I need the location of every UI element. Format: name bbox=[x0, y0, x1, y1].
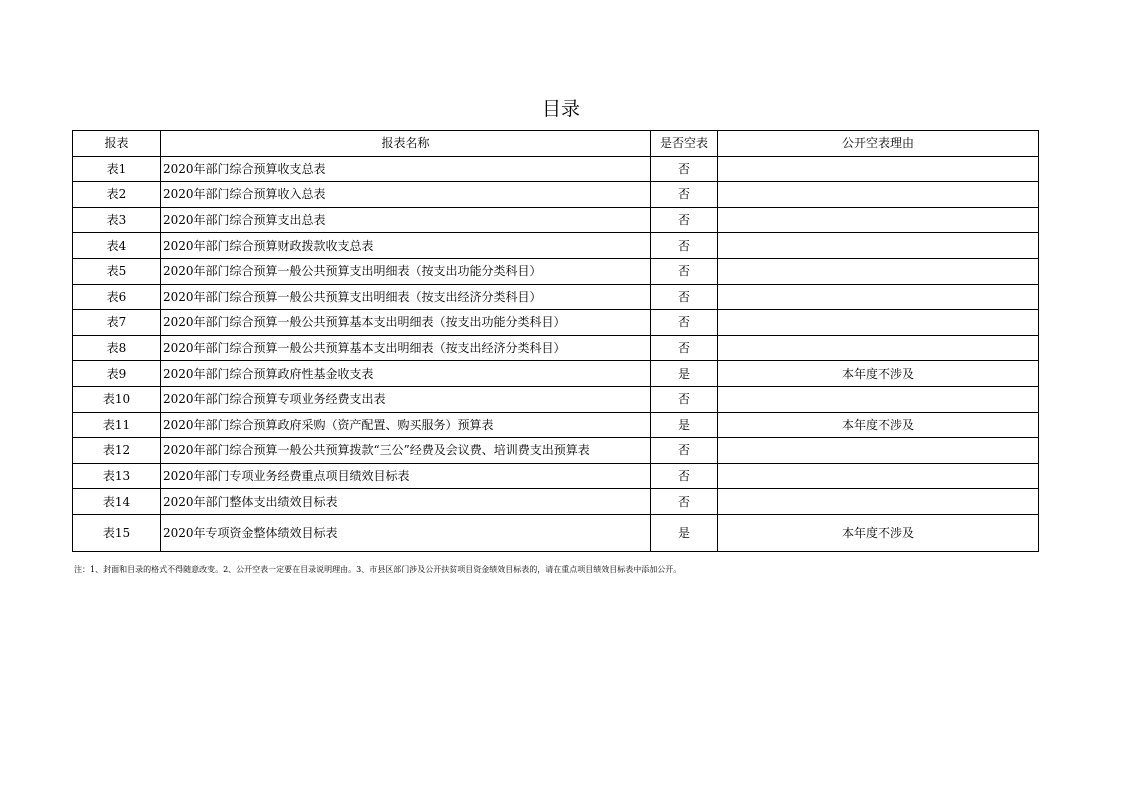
table-row bbox=[73, 335, 1039, 361]
report-id: 表1 bbox=[73, 156, 161, 182]
table-header-row bbox=[73, 131, 1039, 157]
table-row bbox=[73, 489, 1039, 515]
empty-reason bbox=[718, 284, 1039, 310]
report-name: 2020年部门综合预算政府采购（资产配置、购买服务）预算表 bbox=[161, 412, 651, 438]
is-empty: 否 bbox=[651, 310, 718, 336]
table-row bbox=[73, 463, 1039, 489]
empty-reason bbox=[718, 258, 1039, 284]
report-id: 表11 bbox=[73, 412, 161, 438]
report-name: 2020年部门综合预算一般公共预算支出明细表（按支出功能分类科目） bbox=[161, 258, 651, 284]
is-empty: 否 bbox=[651, 335, 718, 361]
report-id: 表6 bbox=[73, 284, 161, 310]
report-name: 2020年部门综合预算收入总表 bbox=[161, 182, 651, 208]
report-name: 2020年部门整体支出绩效目标表 bbox=[161, 489, 651, 515]
is-empty: 是 bbox=[651, 514, 718, 551]
table-row bbox=[73, 514, 1039, 551]
empty-reason bbox=[718, 207, 1039, 233]
is-empty: 否 bbox=[651, 233, 718, 259]
table-row bbox=[73, 412, 1039, 438]
report-name: 2020年部门综合预算支出总表 bbox=[161, 207, 651, 233]
table-row bbox=[73, 386, 1039, 412]
is-empty: 否 bbox=[651, 207, 718, 233]
report-name: 2020年部门综合预算一般公共预算基本支出明细表（按支出经济分类科目） bbox=[161, 335, 651, 361]
header-report-name: 报表名称 bbox=[161, 131, 651, 157]
footnote: 注：1、封面和目录的格式不得随意改变。2、公开空表一定要在目录说明理由。3、市县区部门涉及公开扶贫项目资金绩效目标表的，请在重点项目绩效目标表中添加公开。 bbox=[74, 565, 682, 574]
header-empty-reason: 公开空表理由 bbox=[718, 131, 1039, 157]
is-empty: 否 bbox=[651, 463, 718, 489]
is-empty: 否 bbox=[651, 284, 718, 310]
report-id: 表2 bbox=[73, 182, 161, 208]
report-name: 2020年专项资金整体绩效目标表 bbox=[161, 514, 651, 551]
report-id: 表9 bbox=[73, 361, 161, 387]
table-row bbox=[73, 233, 1039, 259]
is-empty: 是 bbox=[651, 412, 718, 438]
report-index-table bbox=[72, 130, 1039, 552]
report-id: 表5 bbox=[73, 258, 161, 284]
empty-reason bbox=[718, 438, 1039, 464]
table-row bbox=[73, 182, 1039, 208]
report-id: 表4 bbox=[73, 233, 161, 259]
is-empty: 否 bbox=[651, 258, 718, 284]
is-empty: 是 bbox=[651, 361, 718, 387]
report-id: 表14 bbox=[73, 489, 161, 515]
report-name: 2020年部门综合预算一般公共预算拨款“三公”经费及会议费、培训费支出预算表 bbox=[161, 438, 651, 464]
report-id: 表12 bbox=[73, 438, 161, 464]
report-id: 表3 bbox=[73, 207, 161, 233]
report-name: 2020年部门综合预算一般公共预算基本支出明细表（按支出功能分类科目） bbox=[161, 310, 651, 336]
table-row bbox=[73, 258, 1039, 284]
empty-reason bbox=[718, 386, 1039, 412]
is-empty: 否 bbox=[651, 386, 718, 412]
empty-reason: 本年度不涉及 bbox=[718, 361, 1039, 387]
report-id: 表8 bbox=[73, 335, 161, 361]
empty-reason bbox=[718, 310, 1039, 336]
empty-reason bbox=[718, 335, 1039, 361]
report-name: 2020年部门专项业务经费重点项目绩效目标表 bbox=[161, 463, 651, 489]
is-empty: 否 bbox=[651, 156, 718, 182]
table-row bbox=[73, 438, 1039, 464]
table-row bbox=[73, 310, 1039, 336]
header-is-empty: 是否空表 bbox=[651, 131, 718, 157]
empty-reason bbox=[718, 182, 1039, 208]
empty-reason bbox=[718, 463, 1039, 489]
report-name: 2020年部门综合预算专项业务经费支出表 bbox=[161, 386, 651, 412]
is-empty: 否 bbox=[651, 438, 718, 464]
table-row bbox=[73, 156, 1039, 182]
report-id: 表7 bbox=[73, 310, 161, 336]
report-name: 2020年部门综合预算一般公共预算支出明细表（按支出经济分类科目） bbox=[161, 284, 651, 310]
page-title: 目录 bbox=[541, 98, 580, 120]
report-id: 表10 bbox=[73, 386, 161, 412]
report-id: 表13 bbox=[73, 463, 161, 489]
report-id: 表15 bbox=[73, 514, 161, 551]
report-name: 2020年部门综合预算政府性基金收支表 bbox=[161, 361, 651, 387]
empty-reason bbox=[718, 489, 1039, 515]
table-row bbox=[73, 361, 1039, 387]
is-empty: 否 bbox=[651, 182, 718, 208]
report-name: 2020年部门综合预算收支总表 bbox=[161, 156, 651, 182]
empty-reason bbox=[718, 233, 1039, 259]
table-row bbox=[73, 284, 1039, 310]
empty-reason: 本年度不涉及 bbox=[718, 514, 1039, 551]
empty-reason bbox=[718, 156, 1039, 182]
report-name: 2020年部门综合预算财政拨款收支总表 bbox=[161, 233, 651, 259]
table-row bbox=[73, 207, 1039, 233]
is-empty: 否 bbox=[651, 489, 718, 515]
empty-reason: 本年度不涉及 bbox=[718, 412, 1039, 438]
header-report: 报表 bbox=[73, 131, 161, 157]
